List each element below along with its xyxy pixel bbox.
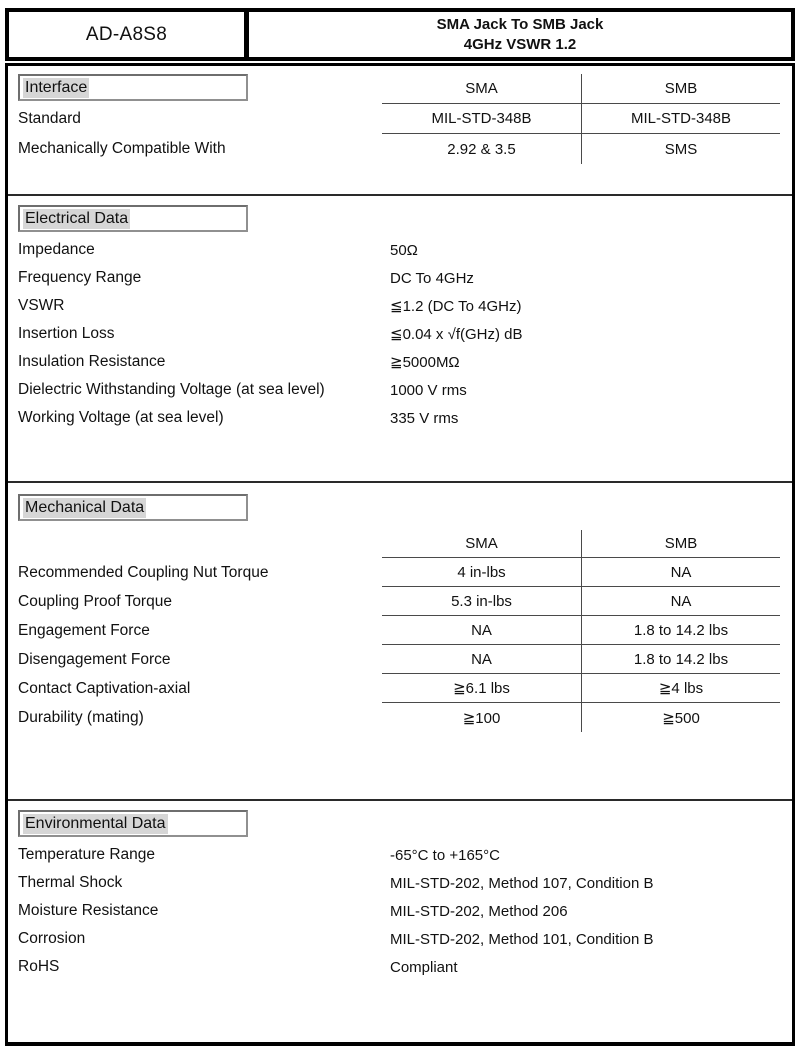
engagement-force-sma: NA bbox=[382, 616, 581, 645]
durability-sma: ≧100 bbox=[462, 709, 501, 727]
interface-col-header-sma: SMA bbox=[382, 74, 581, 104]
row-label: RoHS bbox=[18, 958, 60, 975]
contact-captivation-smb: ≧4 lbs bbox=[581, 674, 780, 703]
row-vswr bbox=[8, 292, 792, 320]
row-value: Compliant bbox=[390, 958, 458, 976]
mech-compatible-sma-value: 2.92 & 3.5 bbox=[447, 140, 516, 158]
section-environmental bbox=[8, 801, 792, 1051]
interface-table bbox=[8, 74, 780, 164]
row-label-standard: Standard bbox=[18, 110, 81, 127]
interface-section-label: Interface bbox=[25, 78, 88, 96]
contact-captivation-sma: ≧6.1 lbs bbox=[382, 674, 581, 703]
row-value: ≧5000MΩ bbox=[390, 354, 460, 371]
row-label: Insulation Resistance bbox=[18, 353, 166, 370]
spec-body bbox=[5, 63, 795, 1046]
coupling-nut-torque-smb: NA bbox=[581, 558, 780, 587]
row-insertion-loss bbox=[8, 320, 792, 348]
row-value: 335 V rms bbox=[390, 409, 459, 427]
row-label-coupling-proof-torque: Coupling Proof Torque bbox=[18, 592, 172, 610]
row-label: Frequency Range bbox=[18, 269, 142, 286]
section-interface bbox=[8, 74, 792, 196]
coupling-proof-torque-smb: NA bbox=[581, 587, 780, 616]
interface-label-slot bbox=[8, 74, 382, 104]
durability-smb: ≧500 bbox=[581, 703, 780, 732]
row-value: DC To 4GHz bbox=[390, 269, 474, 287]
row-label-disengagement-force: Disengagement Force bbox=[18, 650, 171, 668]
row-value: MIL-STD-202, Method 107, Condition B bbox=[390, 874, 654, 892]
coupling-proof-torque-sma: 5.3 in-lbs bbox=[382, 587, 581, 616]
row-value: MIL-STD-202, Method 101, Condition B bbox=[390, 930, 654, 948]
row-label-durability: Durability (mating) bbox=[18, 708, 144, 726]
part-number: AD-A8S8 bbox=[9, 12, 249, 57]
mech-compatible-smb-value: SMS bbox=[581, 134, 780, 164]
row-rohs bbox=[8, 953, 792, 981]
row-value: 1000 V rms bbox=[390, 381, 467, 399]
row-value: MIL-STD-202, Method 206 bbox=[390, 902, 568, 920]
mechanical-header-spacer bbox=[8, 530, 382, 558]
row-value: 50Ω bbox=[390, 241, 418, 259]
row-label-coupling-nut-torque: Recommended Coupling Nut Torque bbox=[18, 563, 269, 581]
mechanical-col-header-smb: SMB bbox=[581, 530, 780, 558]
environmental-section-label-box bbox=[18, 810, 248, 837]
row-moisture-resistance bbox=[8, 897, 792, 925]
environmental-section-label: Environmental Data bbox=[25, 814, 166, 832]
coupling-nut-torque-sma: 4 in-lbs bbox=[382, 558, 581, 587]
electrical-rows bbox=[8, 236, 792, 432]
row-value: ≦1.2 (DC To 4GHz) bbox=[390, 298, 522, 315]
disengagement-force-smb: 1.8 to 14.2 lbs bbox=[581, 645, 780, 674]
header bbox=[5, 8, 795, 61]
row-thermal-shock bbox=[8, 869, 792, 897]
row-label-engagement-force: Engagement Force bbox=[18, 621, 150, 639]
electrical-section-label-box bbox=[18, 205, 248, 232]
row-impedance bbox=[8, 236, 792, 264]
row-working-voltage bbox=[8, 404, 792, 432]
standard-smb-value: MIL-STD-348B bbox=[581, 104, 780, 134]
mechanical-section-label-box bbox=[18, 494, 248, 521]
product-title bbox=[249, 12, 791, 57]
row-label: VSWR bbox=[18, 297, 65, 314]
row-label: Insertion Loss bbox=[18, 325, 115, 342]
row-label: Thermal Shock bbox=[18, 874, 123, 891]
row-label: Impedance bbox=[18, 241, 95, 258]
row-value: -65°C to +165°C bbox=[390, 846, 500, 864]
environmental-rows bbox=[8, 841, 792, 981]
row-corrosion bbox=[8, 925, 792, 953]
row-frequency-range bbox=[8, 264, 792, 292]
standard-sma-value: MIL-STD-348B bbox=[382, 104, 581, 134]
section-electrical bbox=[8, 196, 792, 483]
row-value: ≦0.04 x √f(GHz) dB bbox=[390, 326, 523, 343]
row-insulation-resistance bbox=[8, 348, 792, 376]
electrical-section-label: Electrical Data bbox=[25, 209, 129, 227]
row-temperature-range bbox=[8, 841, 792, 869]
interface-section-label-box bbox=[18, 74, 248, 101]
mechanical-col-header-sma: SMA bbox=[382, 530, 581, 558]
row-label: Dielectric Withstanding Voltage (at sea level) bbox=[18, 381, 325, 398]
product-title-line2: 4GHz VSWR 1.2 bbox=[463, 35, 577, 53]
disengagement-force-sma: NA bbox=[382, 645, 581, 674]
row-label: Corrosion bbox=[18, 930, 86, 947]
product-title-line1: SMA Jack To SMB Jack bbox=[436, 15, 604, 33]
row-label: Temperature Range bbox=[18, 846, 155, 863]
row-label-mech-compatible: Mechanically Compatible With bbox=[18, 140, 226, 157]
row-label: Moisture Resistance bbox=[18, 902, 159, 919]
engagement-force-smb: 1.8 to 14.2 lbs bbox=[581, 616, 780, 645]
interface-col-header-smb: SMB bbox=[581, 74, 780, 104]
row-label-contact-captivation: Contact Captivation-axial bbox=[18, 679, 191, 697]
mechanical-table bbox=[8, 530, 780, 732]
row-dielectric-withstanding bbox=[8, 376, 792, 404]
row-label: Working Voltage (at sea level) bbox=[18, 409, 224, 426]
section-mechanical bbox=[8, 483, 792, 801]
mechanical-section-label: Mechanical Data bbox=[25, 498, 145, 516]
